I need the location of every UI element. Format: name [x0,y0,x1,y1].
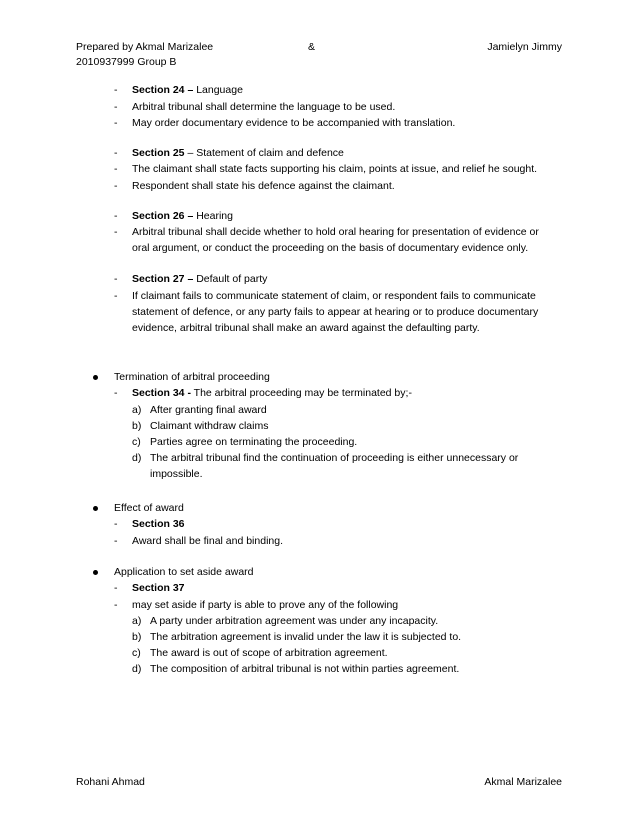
aside-item: The award is out of scope of arbitration agreement. [150,647,388,659]
aside-item-marker: b) [132,631,142,643]
dash-marker: - [114,273,118,285]
termination-item-marker: a) [132,404,142,416]
termination-item-marker: d) [132,452,142,464]
section-25-line-1: The claimant shall state facts supporting his claim, points at issue, and relief he sought. [132,163,538,175]
termination-item: The arbitral tribunal find the continuation of proceeding is either unnecessary or [150,452,519,464]
aside-item-marker: c) [132,647,141,659]
termination-item: Parties agree on terminating the proceeding. [150,436,358,448]
aside-item: The composition of arbitral tribunal is not within parties agreement. [150,663,460,675]
aside-item: A party under arbitration agreement was under any incapacity. [150,615,439,627]
dash-marker: - [114,163,118,175]
dash-marker: - [114,535,118,547]
dash-marker: - [114,387,118,399]
bullet-icon [93,570,98,575]
header-author-right: Jamielyn Jimmy [487,41,562,53]
dash-marker: - [114,180,118,192]
dash-marker: - [114,210,118,222]
aside-line-1: may set aside if party is able to prove any of the following [132,599,399,611]
dash-marker: - [114,599,118,611]
termination-heading: Termination of arbitral proceeding [114,371,270,383]
aside-section: Section 37 [132,582,185,594]
termination-item-marker: c) [132,436,141,448]
aside-item-marker: a) [132,615,142,627]
header-ampersand: & [308,41,316,53]
effect-line-1: Award shall be final and binding. [132,535,283,547]
section-26-line-1b: oral argument, or conduct the proceeding on the basis of documentary evidence only. [132,242,529,254]
footer-left: Rohani Ahmad [76,776,145,788]
termination-item-marker: b) [132,420,142,432]
section-27-line-1b: statement of defence, or any party fails to appear at hearing or to produce documentary [132,306,539,318]
header-group-id: 2010937999 Group B [76,56,177,68]
section-24-line-1: Arbitral tribunal shall determine the language to be used. [132,101,396,113]
section-25-line-2: Respondent shall state his defence against the claimant. [132,180,395,192]
termination-section: Section 34 - The arbitral proceeding may be terminated by;- [132,387,412,399]
section-27-line-1a: If claimant fails to communicate statement of claim, or respondent fails to communicate [132,290,536,302]
aside-item: The arbitration agreement is invalid under the law it is subjected to. [150,631,462,643]
section-26-title: Section 26 – Hearing [132,210,233,222]
dash-marker: - [114,84,118,96]
section-27-title: Section 27 – Default of party [132,273,268,285]
dash-marker: - [114,518,118,530]
aside-item-marker: d) [132,663,142,675]
termination-item: After granting final award [150,404,267,416]
dash-marker: - [114,101,118,113]
section-25-title: Section 25 – Statement of claim and defence [132,147,344,159]
footer-right: Akmal Marizalee [484,776,562,788]
termination-item-continued: impossible. [150,468,203,480]
dash-marker: - [114,290,118,302]
bullet-icon [93,506,98,511]
section-24-title: Section 24 – Language [132,84,243,96]
bullet-icon [93,375,98,380]
header-author-left: Prepared by Akmal Marizalee [76,41,214,53]
dash-marker: - [114,147,118,159]
section-26-line-1a: Arbitral tribunal shall decide whether to hold oral hearing for presentation of evidence or [132,226,539,238]
section-27-line-1c: evidence, arbitral tribunal shall make an award against the defaulting party. [132,322,480,334]
effect-heading: Effect of award [114,502,184,514]
dash-marker: - [114,582,118,594]
section-24-line-2: May order documentary evidence to be accompanied with translation. [132,117,456,129]
effect-section: Section 36 [132,518,185,530]
dash-marker: - [114,226,118,238]
aside-heading: Application to set aside award [114,566,254,578]
dash-marker: - [114,117,118,129]
termination-item: Claimant withdraw claims [150,420,269,432]
